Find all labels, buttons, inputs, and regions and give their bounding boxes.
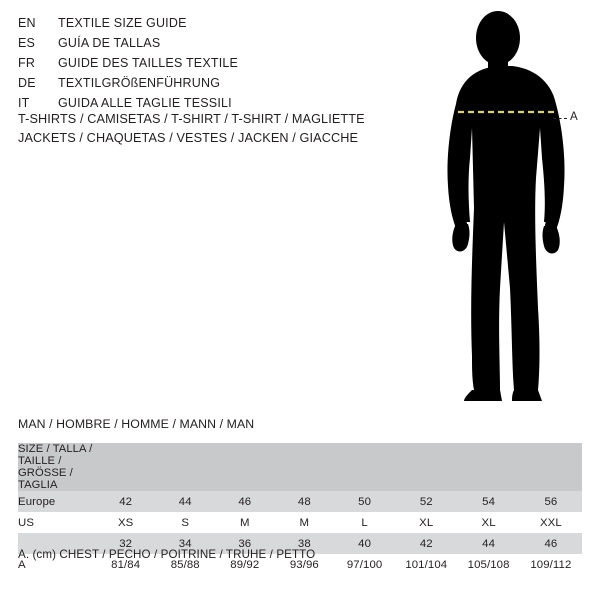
cell: L — [334, 512, 395, 533]
language-code: IT — [18, 96, 30, 110]
body-figure — [420, 8, 595, 408]
cell — [215, 443, 275, 491]
cell: 32 — [96, 533, 156, 554]
cell: 109/112 — [520, 554, 582, 575]
cell: 44 — [155, 491, 215, 512]
cell: 38 — [275, 533, 335, 554]
cell: XL — [395, 512, 457, 533]
cell: 46 — [520, 533, 582, 554]
table-row — [18, 491, 582, 512]
cell — [457, 443, 519, 491]
language-code: FR — [18, 56, 36, 70]
language-row — [18, 73, 378, 93]
cell: 42 — [96, 491, 156, 512]
language-code: ES — [18, 36, 36, 50]
cell: 89/92 — [215, 554, 275, 575]
cell: 56 — [520, 491, 582, 512]
cell: 34 — [155, 533, 215, 554]
language-row — [18, 53, 378, 73]
cell: S — [155, 512, 215, 533]
cell: 46 — [215, 491, 275, 512]
table-row — [18, 443, 582, 491]
male-silhouette-icon — [420, 8, 595, 408]
cell: 36 — [215, 533, 275, 554]
language-code: EN — [18, 16, 36, 30]
measure-leader-line — [553, 118, 567, 119]
footnote-chest-measure: A. (cm) CHEST / PECHO / POITRINE / TRUHE / PETTO — [18, 548, 316, 561]
language-text: GUÍA DE TALLAS — [58, 36, 161, 50]
cell: 54 — [457, 491, 519, 512]
row-label: SIZE / TALLA / TAILLE / GRÖSSE / TAGLIA — [18, 443, 96, 491]
cell: M — [275, 512, 335, 533]
cell: 93/96 — [275, 554, 335, 575]
language-code: DE — [18, 76, 36, 90]
garment-line-tshirts: T-SHIRTS / CAMISETAS / T-SHIRT / T-SHIRT / MAGLIETTE — [18, 112, 365, 126]
cell — [395, 443, 457, 491]
cell: 97/100 — [334, 554, 395, 575]
language-text: GUIDA ALLE TAGLIE TESSILI — [58, 96, 232, 110]
cell: 50 — [334, 491, 395, 512]
cell: 40 — [334, 533, 395, 554]
language-text: TEXTILGRÖßENFÜHRUNG — [58, 76, 221, 90]
measure-label-a: A — [570, 111, 579, 123]
cell — [96, 443, 156, 491]
cell: M — [215, 512, 275, 533]
language-row — [18, 13, 378, 33]
row-label: A — [18, 554, 96, 575]
cell: 44 — [457, 533, 519, 554]
cell: XXL — [520, 512, 582, 533]
cell: 105/108 — [457, 554, 519, 575]
language-text: GUIDE DES TAILLES TEXTILE — [58, 56, 239, 70]
language-row — [18, 33, 378, 53]
row-label: US — [18, 512, 96, 533]
cell: 42 — [395, 533, 457, 554]
cell: 52 — [395, 491, 457, 512]
cell — [155, 443, 215, 491]
table-row — [18, 512, 582, 533]
cell: 48 — [275, 491, 335, 512]
garment-line-jackets: JACKETS / CHAQUETAS / VESTES / JACKEN / GIACCHE — [18, 131, 359, 145]
cell: 85/88 — [155, 554, 215, 575]
garment-type-list — [18, 110, 398, 148]
cell — [520, 443, 582, 491]
cell: 81/84 — [96, 554, 156, 575]
cell — [334, 443, 395, 491]
row-label: Europe — [18, 491, 96, 512]
language-text: TEXTILE SIZE GUIDE — [58, 16, 187, 30]
cell: XS — [96, 512, 156, 533]
cell — [275, 443, 335, 491]
language-list — [18, 13, 378, 113]
cell: 101/104 — [395, 554, 457, 575]
cell: XL — [457, 512, 519, 533]
table-group-title: MAN / HOMBRE / HOMME / MANN / MAN — [18, 417, 255, 431]
